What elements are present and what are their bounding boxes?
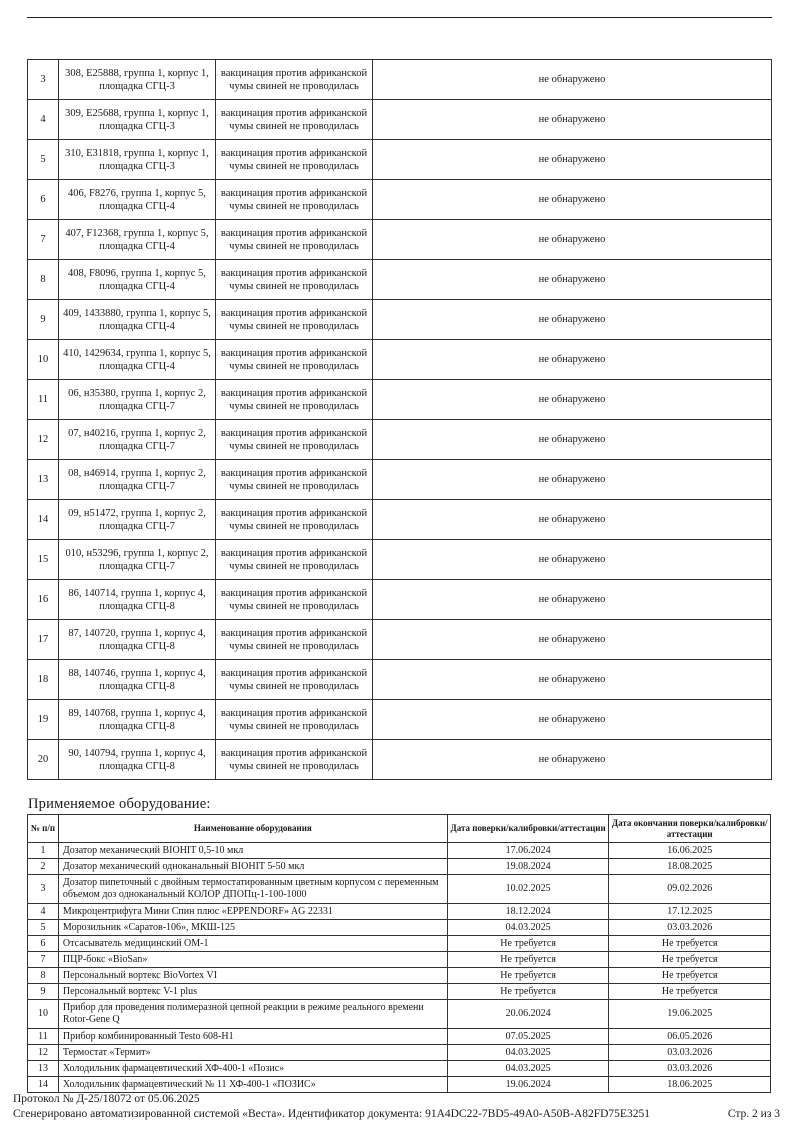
verification-date: 19.06.2024 <box>447 1077 609 1093</box>
equipment-row <box>28 1029 771 1045</box>
header-date-start: Дата поверки/калибровки/аттестации <box>447 815 609 843</box>
verification-end-date: Не требуется <box>609 984 771 1000</box>
equipment-number: 7 <box>28 952 59 968</box>
result-row <box>28 660 772 700</box>
vaccination-status: вакцинация против африканской чумы свиней не проводилась <box>216 60 373 100</box>
verification-end-date: 19.06.2025 <box>609 1000 771 1029</box>
equipment-number: 1 <box>28 843 59 859</box>
row-number: 8 <box>28 260 59 300</box>
row-number: 4 <box>28 100 59 140</box>
row-number: 5 <box>28 140 59 180</box>
verification-end-date: 18.06.2025 <box>609 1077 771 1093</box>
row-number: 9 <box>28 300 59 340</box>
generated-by-note: Сгенерировано автоматизированной системой «Веста». Идентификатор документа: 91A4DC22-7BD5-49A0-A50B-A82FD75E3251 <box>13 1108 650 1120</box>
verification-end-date: 06.05.2026 <box>609 1029 771 1045</box>
result-row <box>28 260 772 300</box>
row-number: 6 <box>28 180 59 220</box>
verification-date: 07.05.2025 <box>447 1029 609 1045</box>
sample-id: 88, 140746, группа 1, корпус 4, площадка СГЦ-8 <box>59 660 216 700</box>
sample-id: 06, н35380, группа 1, корпус 2, площадка СГЦ-7 <box>59 380 216 420</box>
verification-date: Не требуется <box>447 984 609 1000</box>
verification-date: 04.03.2025 <box>447 1061 609 1077</box>
header-name: Наименование оборудования <box>58 815 447 843</box>
test-result: не обнаружено <box>373 220 772 260</box>
sample-id: 09, н51472, группа 1, корпус 2, площадка СГЦ-7 <box>59 500 216 540</box>
sample-id: 90, 140794, группа 1, корпус 4, площадка СГЦ-8 <box>59 740 216 780</box>
equipment-name: Персональный вортекс V-1 plus <box>58 984 447 1000</box>
equipment-row <box>28 859 771 875</box>
equipment-name: Прибор комбинированный Testo 608-H1 <box>58 1029 447 1045</box>
equipment-number: 14 <box>28 1077 59 1093</box>
row-number: 14 <box>28 500 59 540</box>
sample-id: 408, F8096, группа 1, корпус 5, площадка СГЦ-4 <box>59 260 216 300</box>
verification-date: 18.12.2024 <box>447 904 609 920</box>
test-result: не обнаружено <box>373 660 772 700</box>
equipment-name: Дозатор пипеточный с двойным термостатированным цветным корпусом с переменным объемом доз одноканальный КОЛОР ДПОПц-1-100-1000 <box>58 875 447 904</box>
result-row <box>28 220 772 260</box>
result-row <box>28 140 772 180</box>
equipment-number: 9 <box>28 984 59 1000</box>
equipment-number: 8 <box>28 968 59 984</box>
row-number: 17 <box>28 620 59 660</box>
sample-id: 87, 140720, группа 1, корпус 4, площадка СГЦ-8 <box>59 620 216 660</box>
sample-id: 410, 1429634, группа 1, корпус 5, площадка СГЦ-4 <box>59 340 216 380</box>
verification-date: 04.03.2025 <box>447 1045 609 1061</box>
result-row <box>28 620 772 660</box>
equipment-name: Дозатор механический BIOHIT 0,5-10 мкл <box>58 843 447 859</box>
equipment-number: 11 <box>28 1029 59 1045</box>
result-row <box>28 740 772 780</box>
test-result: не обнаружено <box>373 60 772 100</box>
result-row <box>28 380 772 420</box>
equipment-row <box>28 1077 771 1093</box>
equipment-name: Микроцентрифуга Мини Спин плюс «EPPENDORF» AG 22331 <box>58 904 447 920</box>
verification-date: 20.06.2024 <box>447 1000 609 1029</box>
test-result: не обнаружено <box>373 620 772 660</box>
row-number: 13 <box>28 460 59 500</box>
verification-end-date: 03.03.2026 <box>609 920 771 936</box>
verification-end-date: Не требуется <box>609 968 771 984</box>
vaccination-status: вакцинация против африканской чумы свиней не проводилась <box>216 180 373 220</box>
row-number: 16 <box>28 580 59 620</box>
verification-date: Не требуется <box>447 952 609 968</box>
equipment-name: Морозильник «Саратов-106», МКШ-125 <box>58 920 447 936</box>
test-result: не обнаружено <box>373 740 772 780</box>
equipment-number: 3 <box>28 875 59 904</box>
test-result: не обнаружено <box>373 420 772 460</box>
result-row <box>28 100 772 140</box>
sample-id: 07, н40216, группа 1, корпус 2, площадка СГЦ-7 <box>59 420 216 460</box>
test-result: не обнаружено <box>373 140 772 180</box>
results-table <box>27 59 772 780</box>
equipment-row <box>28 952 771 968</box>
test-result: не обнаружено <box>373 100 772 140</box>
verification-end-date: 18.08.2025 <box>609 859 771 875</box>
verification-end-date: Не требуется <box>609 936 771 952</box>
verification-end-date: 17.12.2025 <box>609 904 771 920</box>
equipment-name: Термостат «Термит» <box>58 1045 447 1061</box>
verification-end-date: Не требуется <box>609 952 771 968</box>
verification-end-date: 09.02.2026 <box>609 875 771 904</box>
vaccination-status: вакцинация против африканской чумы свиней не проводилась <box>216 300 373 340</box>
page-number: Стр. 2 из 3 <box>727 1108 780 1120</box>
result-row <box>28 60 772 100</box>
equipment-number: 5 <box>28 920 59 936</box>
equipment-row <box>28 875 771 904</box>
sample-id: 407, F12368, группа 1, корпус 5, площадка СГЦ-4 <box>59 220 216 260</box>
vaccination-status: вакцинация против африканской чумы свиней не проводилась <box>216 220 373 260</box>
equipment-name: ПЦР-бокс «BioSan» <box>58 952 447 968</box>
sample-id: 86, 140714, группа 1, корпус 4, площадка СГЦ-8 <box>59 580 216 620</box>
vaccination-status: вакцинация против африканской чумы свиней не проводилась <box>216 260 373 300</box>
equipment-row <box>28 984 771 1000</box>
row-number: 12 <box>28 420 59 460</box>
test-result: не обнаружено <box>373 460 772 500</box>
equipment-number: 12 <box>28 1045 59 1061</box>
equipment-name: Холодильник фармацевтический ХФ-400-1 «Позис» <box>58 1061 447 1077</box>
equipment-name: Отсасыватель медицинский ОМ-1 <box>58 936 447 952</box>
row-number: 15 <box>28 540 59 580</box>
test-result: не обнаружено <box>373 260 772 300</box>
vaccination-status: вакцинация против африканской чумы свиней не проводилась <box>216 140 373 180</box>
row-number: 11 <box>28 380 59 420</box>
equipment-row <box>28 1000 771 1029</box>
verification-end-date: 03.03.2026 <box>609 1061 771 1077</box>
sample-id: 08, н46914, группа 1, корпус 2, площадка СГЦ-7 <box>59 460 216 500</box>
result-row <box>28 700 772 740</box>
protocol-number: Протокол № Д-25/18072 от 05.06.2025 <box>13 1093 200 1105</box>
result-row <box>28 180 772 220</box>
vaccination-status: вакцинация против африканской чумы свиней не проводилась <box>216 460 373 500</box>
verification-date: Не требуется <box>447 936 609 952</box>
row-number: 3 <box>28 60 59 100</box>
test-result: не обнаружено <box>373 340 772 380</box>
equipment-row <box>28 904 771 920</box>
result-row <box>28 300 772 340</box>
equipment-number: 10 <box>28 1000 59 1029</box>
row-number: 10 <box>28 340 59 380</box>
row-number: 18 <box>28 660 59 700</box>
sample-id: 406, F8276, группа 1, корпус 5, площадка СГЦ-4 <box>59 180 216 220</box>
vaccination-status: вакцинация против африканской чумы свиней не проводилась <box>216 540 373 580</box>
equipment-row <box>28 936 771 952</box>
header-num: № п/п <box>28 815 59 843</box>
vaccination-status: вакцинация против африканской чумы свиней не проводилась <box>216 700 373 740</box>
result-row <box>28 500 772 540</box>
test-result: не обнаружено <box>373 300 772 340</box>
sample-id: 308, E25888, группа 1, корпус 1, площадка СГЦ-3 <box>59 60 216 100</box>
verification-date: 10.02.2025 <box>447 875 609 904</box>
vaccination-status: вакцинация против африканской чумы свиней не проводилась <box>216 420 373 460</box>
verification-date: 17.06.2024 <box>447 843 609 859</box>
verification-date: 19.08.2024 <box>447 859 609 875</box>
equipment-section-title: Применяемое оборудование: <box>28 796 211 812</box>
equipment-row <box>28 1045 771 1061</box>
equipment-row <box>28 843 771 859</box>
vaccination-status: вакцинация против африканской чумы свиней не проводилась <box>216 580 373 620</box>
equipment-name: Дозатор механический одноканальный BIOHIT 5-50 мкл <box>58 859 447 875</box>
verification-date: 04.03.2025 <box>447 920 609 936</box>
test-result: не обнаружено <box>373 580 772 620</box>
test-result: не обнаружено <box>373 180 772 220</box>
test-result: не обнаружено <box>373 540 772 580</box>
equipment-number: 13 <box>28 1061 59 1077</box>
vaccination-status: вакцинация против африканской чумы свиней не проводилась <box>216 100 373 140</box>
test-result: не обнаружено <box>373 500 772 540</box>
equipment-number: 4 <box>28 904 59 920</box>
row-number: 19 <box>28 700 59 740</box>
verification-end-date: 16.06.2025 <box>609 843 771 859</box>
equipment-number: 2 <box>28 859 59 875</box>
result-row <box>28 340 772 380</box>
equipment-name: Прибор для проведения полимеразной цепной реакции в режиме реального времени Rotor-Gene Q <box>58 1000 447 1029</box>
equipment-name: Холодильник фармацевтический № 11 ХФ-400-1 «ПОЗИС» <box>58 1077 447 1093</box>
sample-id: 310, E31818, группа 1, корпус 1, площадка СГЦ-3 <box>59 140 216 180</box>
equipment-header-row <box>28 815 771 843</box>
test-result: не обнаружено <box>373 380 772 420</box>
equipment-row <box>28 920 771 936</box>
header-date-end: Дата окончания поверки/калибровки/аттестации <box>609 815 771 843</box>
vaccination-status: вакцинация против африканской чумы свиней не проводилась <box>216 380 373 420</box>
sample-id: 89, 140768, группа 1, корпус 4, площадка СГЦ-8 <box>59 700 216 740</box>
vaccination-status: вакцинация против африканской чумы свиней не проводилась <box>216 660 373 700</box>
sample-id: 309, E25688, группа 1, корпус 1, площадка СГЦ-3 <box>59 100 216 140</box>
equipment-row <box>28 1061 771 1077</box>
sample-id: 010, н53296, группа 1, корпус 2, площадка СГЦ-7 <box>59 540 216 580</box>
verification-date: Не требуется <box>447 968 609 984</box>
result-row <box>28 420 772 460</box>
equipment-number: 6 <box>28 936 59 952</box>
result-row <box>28 580 772 620</box>
sample-id: 409, 1433880, группа 1, корпус 5, площадка СГЦ-4 <box>59 300 216 340</box>
vaccination-status: вакцинация против африканской чумы свиней не проводилась <box>216 500 373 540</box>
verification-end-date: 03.03.2026 <box>609 1045 771 1061</box>
top-divider <box>27 17 772 18</box>
row-number: 20 <box>28 740 59 780</box>
equipment-row <box>28 968 771 984</box>
vaccination-status: вакцинация против африканской чумы свиней не проводилась <box>216 740 373 780</box>
result-row <box>28 460 772 500</box>
vaccination-status: вакцинация против африканской чумы свиней не проводилась <box>216 340 373 380</box>
test-result: не обнаружено <box>373 700 772 740</box>
equipment-name: Персональный вортекс BioVortex VI <box>58 968 447 984</box>
equipment-table <box>27 814 771 1093</box>
vaccination-status: вакцинация против африканской чумы свиней не проводилась <box>216 620 373 660</box>
result-row <box>28 540 772 580</box>
row-number: 7 <box>28 220 59 260</box>
